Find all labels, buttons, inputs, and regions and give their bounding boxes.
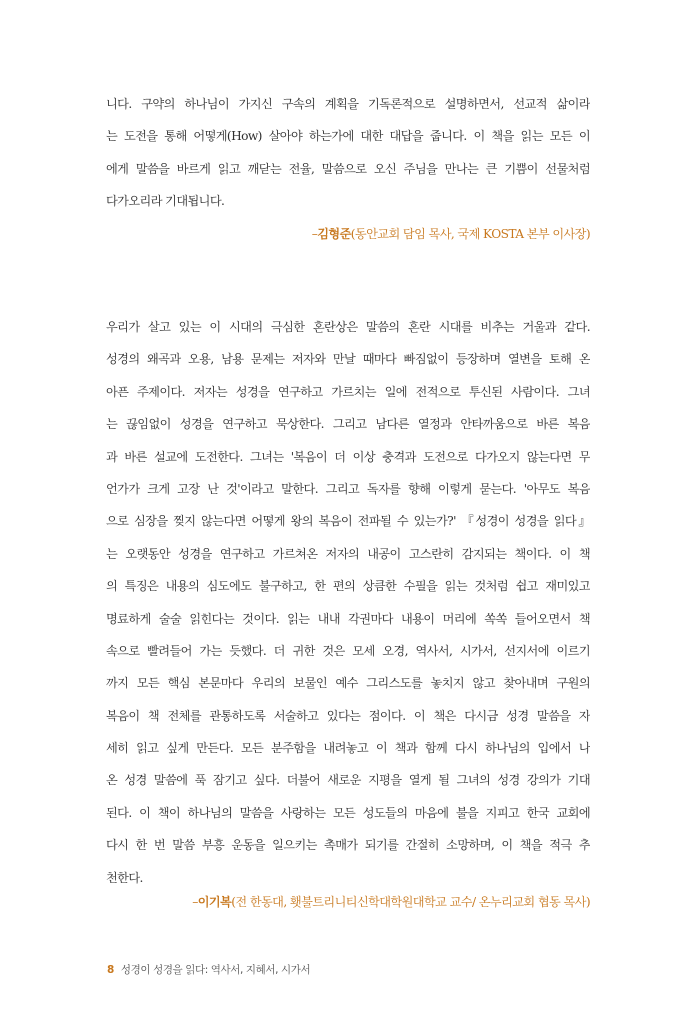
signature-dash: – [192, 895, 198, 909]
text-line: 우리가 살고 있는 이 시대의 극심한 혼란상은 말씀의 혼란 시대를 비추는 거울과 같다. [106, 320, 590, 334]
text-line: 다시 한 번 말씀 부흥 운동을 일으키는 촉매가 되기를 간절히 소망하며, 이 책을 적극 추 [106, 838, 590, 853]
text-line: 아픈 주제이다. 저자는 성경을 연구하고 가르치는 일에 전적으로 투신된 사람이다. 그녀 [106, 384, 590, 399]
endorser-signature-2 [192, 893, 590, 910]
text-line: 으로 심장을 찢지 않는다면 어떻게 왕의 복음이 전파될 수 있는가?' 『성경이 성경을 읽다』 [106, 514, 590, 529]
signature-dash: – [311, 227, 318, 241]
text-line: 성경의 왜곡과 오용, 남용 문제는 저자와 만날 때마다 빠짐없이 등장하며 열변을 토해 온 [106, 352, 590, 367]
endorser-name: 김형준 [317, 227, 351, 241]
text-line: 니다. 구약의 하나님이 가지신 구속의 계획을 기독론적으로 설명하면서, 선교적 삶이라 [106, 97, 590, 111]
text-line: 언가가 크게 고장 난 것'이라고 말한다. 그리고 독자를 향해 이렇게 묻는다. '아무도 복음 [106, 481, 590, 496]
page-number: 8 [107, 964, 114, 976]
text-line: 온 성경 말씀에 푹 잠기고 싶다. 더불어 새로운 지평을 열게 될 그녀의 성경 강의가 기대 [106, 773, 590, 788]
text-line: 과 바른 설교에 도전한다. 그녀는 '복음이 더 이상 충격과 도전으로 다가오지 않는다면 무 [106, 449, 590, 464]
text-line: 복음이 책 전체를 관통하도록 서술하고 있다는 점이다. 이 책은 다시금 성경 말씀을 자 [106, 708, 590, 723]
text-line: 세히 읽고 싶게 만든다. 모든 분주함을 내려놓고 이 책과 함께 다시 하나님의 입에서 나 [106, 741, 590, 756]
text-line: 는 끊임없이 성경을 연구하고 묵상한다. 그리고 남다른 열정과 안타까움으로 바른 복음 [106, 417, 590, 432]
endorsement-paragraph-2 [106, 311, 590, 894]
running-title: 성경이 성경을 읽다: 역사서, 지혜서, 시가서 [120, 964, 311, 976]
page-footer [107, 962, 310, 977]
text-line: 까지 모든 핵심 본문마다 우리의 보물인 예수 그리스도를 놓치지 않고 찾아내며 구원의 [106, 676, 590, 691]
text-line: 속으로 빨려들어 가는 듯했다. 더 귀한 것은 모세 오경, 역사서, 시가서, 선지서에 이르기 [106, 643, 590, 658]
text-line: 에게 말씀을 바르게 읽고 깨닫는 전율, 말씀으로 오신 주님을 만나는 큰 기쁨이 선물처럼 [106, 161, 590, 176]
endorser-affiliation: (동안교회 담임 목사, 국제 KOSTA 본부 이사장) [350, 227, 590, 241]
endorser-signature-1 [312, 225, 590, 242]
text-line: 천한다. [106, 870, 143, 885]
text-line: 명료하게 술술 읽힌다는 것이다. 읽는 내내 각권마다 내용이 머리에 쏙쏙 들어오면서 책 [106, 611, 590, 626]
text-line: 된다. 이 책이 하나님의 말씀을 사랑하는 모든 성도들의 마음에 불을 지피고 한국 교회에 [106, 805, 590, 820]
text-line: 는 도전을 통해 어떻게(How) 살아야 하는가에 대한 대답을 줍니다. 이 책을 읽는 모든 이 [106, 129, 590, 144]
text-line: 는 오랫동안 성경을 연구하고 가르쳐온 저자의 내공이 고스란히 감지되는 책이다. 이 책 [106, 546, 590, 561]
endorsement-paragraph-1 [106, 88, 590, 218]
text-line: 의 특징은 내용의 심도에도 불구하고, 한 편의 상큼한 수필을 읽는 것처럼 쉽고 재미있고 [106, 579, 590, 594]
text-line: 다가오리라 기대됩니다. [106, 194, 225, 209]
endorser-affiliation: (전 한동대, 횃불트리니티신학대학원대학교 교수/ 온누리교회 협동 목사) [231, 895, 590, 909]
endorser-name: 이기복 [197, 895, 232, 909]
